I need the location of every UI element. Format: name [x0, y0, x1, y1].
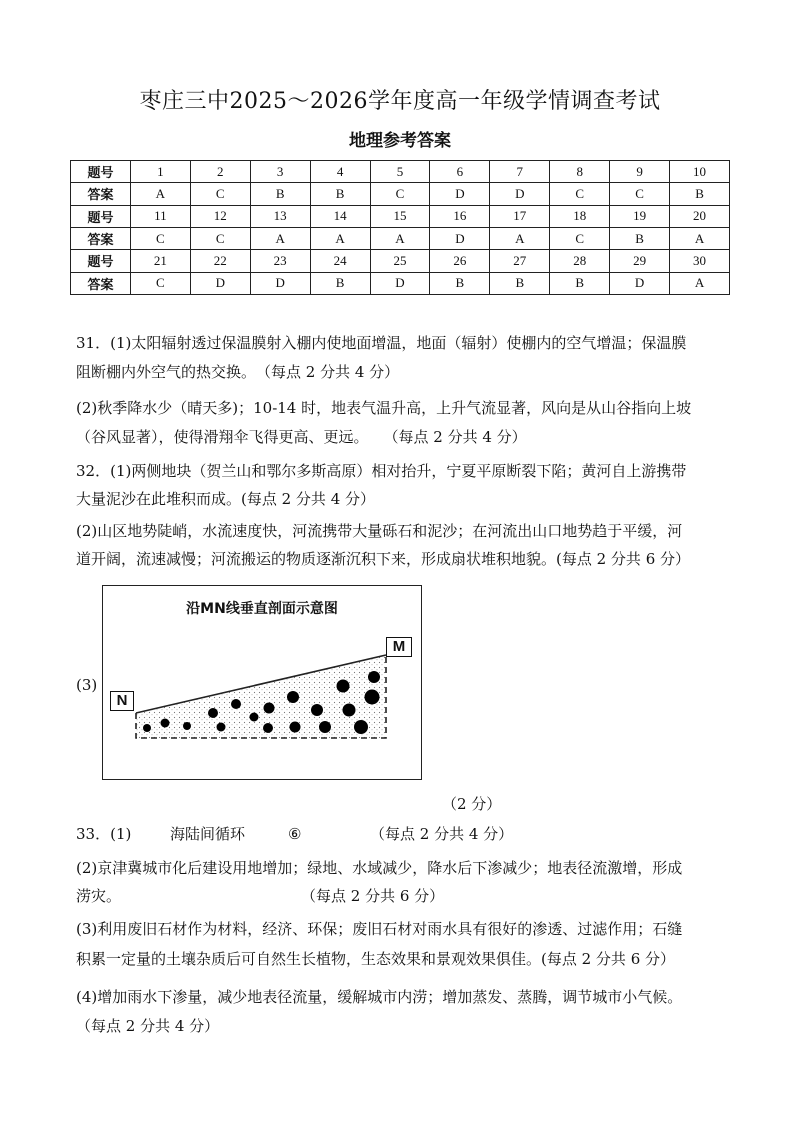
answer-cell: C [610, 183, 670, 205]
question-number-cell: 4 [310, 161, 370, 183]
exam-title: 枣庄三中2025～2026学年度高一年级学情调查考试 [139, 89, 661, 114]
question-number-cell: 20 [670, 205, 730, 227]
q33-line-1-answer: 海陆间循环 [170, 825, 246, 843]
question-number-cell: 30 [670, 250, 730, 272]
cross-section-figure [102, 585, 422, 780]
question-number-cell: 25 [370, 250, 430, 272]
answer-cell: B [610, 227, 670, 249]
q33-line-5: 积累一定量的土壤杂质后可自然生长植物，生态效果和景观效果俱佳。(每点 2 分共 6 分） [76, 950, 676, 968]
question-number-cell: 1 [130, 161, 190, 183]
question-number-cell: 5 [370, 161, 430, 183]
question-number-cell: 17 [490, 205, 550, 227]
question-number-row [71, 161, 730, 183]
answer-cell: D [190, 272, 250, 294]
answer-cell: D [430, 183, 490, 205]
q33-line-7: （每点 2 分共 4 分） [76, 1017, 220, 1035]
question-number-header: 题号 [71, 161, 131, 183]
answer-table [70, 160, 730, 295]
question-number-cell: 23 [250, 250, 310, 272]
question-number-cell: 12 [190, 205, 250, 227]
question-number-cell: 15 [370, 205, 430, 227]
question-number-cell: 28 [550, 250, 610, 272]
q33-line-1-prefix: 33．(1) [76, 825, 132, 843]
question-number-cell: 6 [430, 161, 490, 183]
answer-cell: A [490, 227, 550, 249]
answer-row [71, 227, 730, 249]
question-number-cell: 27 [490, 250, 550, 272]
q33-line-1-symbol: ⑥ [288, 825, 302, 843]
question-number-cell: 24 [310, 250, 370, 272]
answer-header: 答案 [71, 272, 131, 294]
q32-line-3: (2)山区地势陡峭，水流速度快，河流携带大量砾石和泥沙；在河流出山口地势趋于平缓，河 [76, 522, 683, 540]
q31-line-4: （谷风显著），使得滑翔伞飞得更高、更远。 （每点 2 分共 4 分） [76, 428, 527, 446]
answer-cell: C [370, 183, 430, 205]
answer-key-subtitle: 地理参考答案 [349, 131, 451, 151]
answer-cell: C [550, 227, 610, 249]
question-number-row [71, 205, 730, 227]
answer-cell: B [670, 183, 730, 205]
answer-cell: B [430, 272, 490, 294]
q32-line-4: 道开阔，流速减慢；河流搬运的物质逐渐沉积下来，形成扇状堆积地貌。(每点 2 分共 6 分） [76, 550, 691, 568]
q31-line-2: 阻断棚内外空气的热交换。 （每点 2 分共 4 分） [76, 363, 400, 381]
answer-cell: A [310, 227, 370, 249]
answer-cell: A [670, 272, 730, 294]
answer-cell: B [310, 183, 370, 205]
question-number-cell: 11 [130, 205, 190, 227]
answer-cell: C [550, 183, 610, 205]
question-number-cell: 2 [190, 161, 250, 183]
answer-cell: A [370, 227, 430, 249]
question-number-cell: 18 [550, 205, 610, 227]
question-number-cell: 8 [550, 161, 610, 183]
answer-cell: C [130, 272, 190, 294]
question-number-cell: 19 [610, 205, 670, 227]
question-number-cell: 26 [430, 250, 490, 272]
q32-part3-label: (3) [76, 676, 98, 694]
q31-line-1: 31．(1)太阳辐射透过保温膜射入棚内使地面增温，地面（辐射）使棚内的空气增温；保温膜 [76, 334, 687, 352]
alluvial-fan-deposit [136, 655, 386, 738]
answer-cell: D [430, 227, 490, 249]
q33-line-2: (2)京津冀城市化后建设用地增加；绿地、水域减少，降水后下渗减少；地表径流激增，形成 [76, 859, 683, 877]
answer-cell: D [250, 272, 310, 294]
answer-header: 答案 [71, 227, 131, 249]
answer-cell: D [490, 183, 550, 205]
answer-cell: B [550, 272, 610, 294]
answer-cell: B [250, 183, 310, 205]
q32-part3-score: （2 分） [442, 795, 502, 813]
cross-section-diagram [103, 586, 423, 781]
question-number-cell: 22 [190, 250, 250, 272]
q31-line-3: (2)秋季降水少（晴天多)；10-14 时，地表气温升高，上升气流显著，风向是从山谷指向上坡 [76, 399, 692, 417]
question-number-row [71, 250, 730, 272]
point-n-label: N [110, 691, 134, 711]
q33-line-1-score: （每点 2 分共 4 分） [370, 825, 514, 843]
answer-cell: C [190, 183, 250, 205]
answer-row [71, 183, 730, 205]
question-number-cell: 21 [130, 250, 190, 272]
question-number-cell: 3 [250, 161, 310, 183]
question-number-header: 题号 [71, 250, 131, 272]
question-number-cell: 29 [610, 250, 670, 272]
answer-cell: C [130, 227, 190, 249]
answer-cell: B [310, 272, 370, 294]
question-number-cell: 14 [310, 205, 370, 227]
question-number-cell: 16 [430, 205, 490, 227]
q32-line-1: 32．(1)两侧地块（贺兰山和鄂尔多斯高原）相对抬升，宁夏平原断裂下陷；黄河自上游携带 [76, 462, 687, 480]
question-number-cell: 7 [490, 161, 550, 183]
answer-row [71, 272, 730, 294]
answer-cell: B [490, 272, 550, 294]
answer-cell: D [610, 272, 670, 294]
answer-cell: A [250, 227, 310, 249]
q33-line-3: 涝灾。 （每点 2 分共 6 分） [76, 887, 445, 905]
answer-header: 答案 [71, 183, 131, 205]
question-number-cell: 10 [670, 161, 730, 183]
question-number-cell: 13 [250, 205, 310, 227]
answer-cell: A [670, 227, 730, 249]
q33-line-6: (4)增加雨水下渗量，减少地表径流量，缓解城市内涝；增加蒸发、蒸腾，调节城市小气候。 [76, 988, 683, 1006]
q32-line-2: 大量泥沙在此堆积而成。(每点 2 分共 4 分） [76, 490, 376, 508]
figure-title: 沿MN线垂直剖面示意图 [186, 601, 338, 617]
answer-cell: A [130, 183, 190, 205]
question-number-header: 题号 [71, 205, 131, 227]
q33-line-4: (3)利用废旧石材作为材料，经济、环保；废旧石材对雨水具有很好的渗透、过滤作用；石缝 [76, 920, 683, 938]
answer-cell: D [370, 272, 430, 294]
answer-cell: C [190, 227, 250, 249]
point-m-label: M [386, 637, 412, 657]
question-number-cell: 9 [610, 161, 670, 183]
